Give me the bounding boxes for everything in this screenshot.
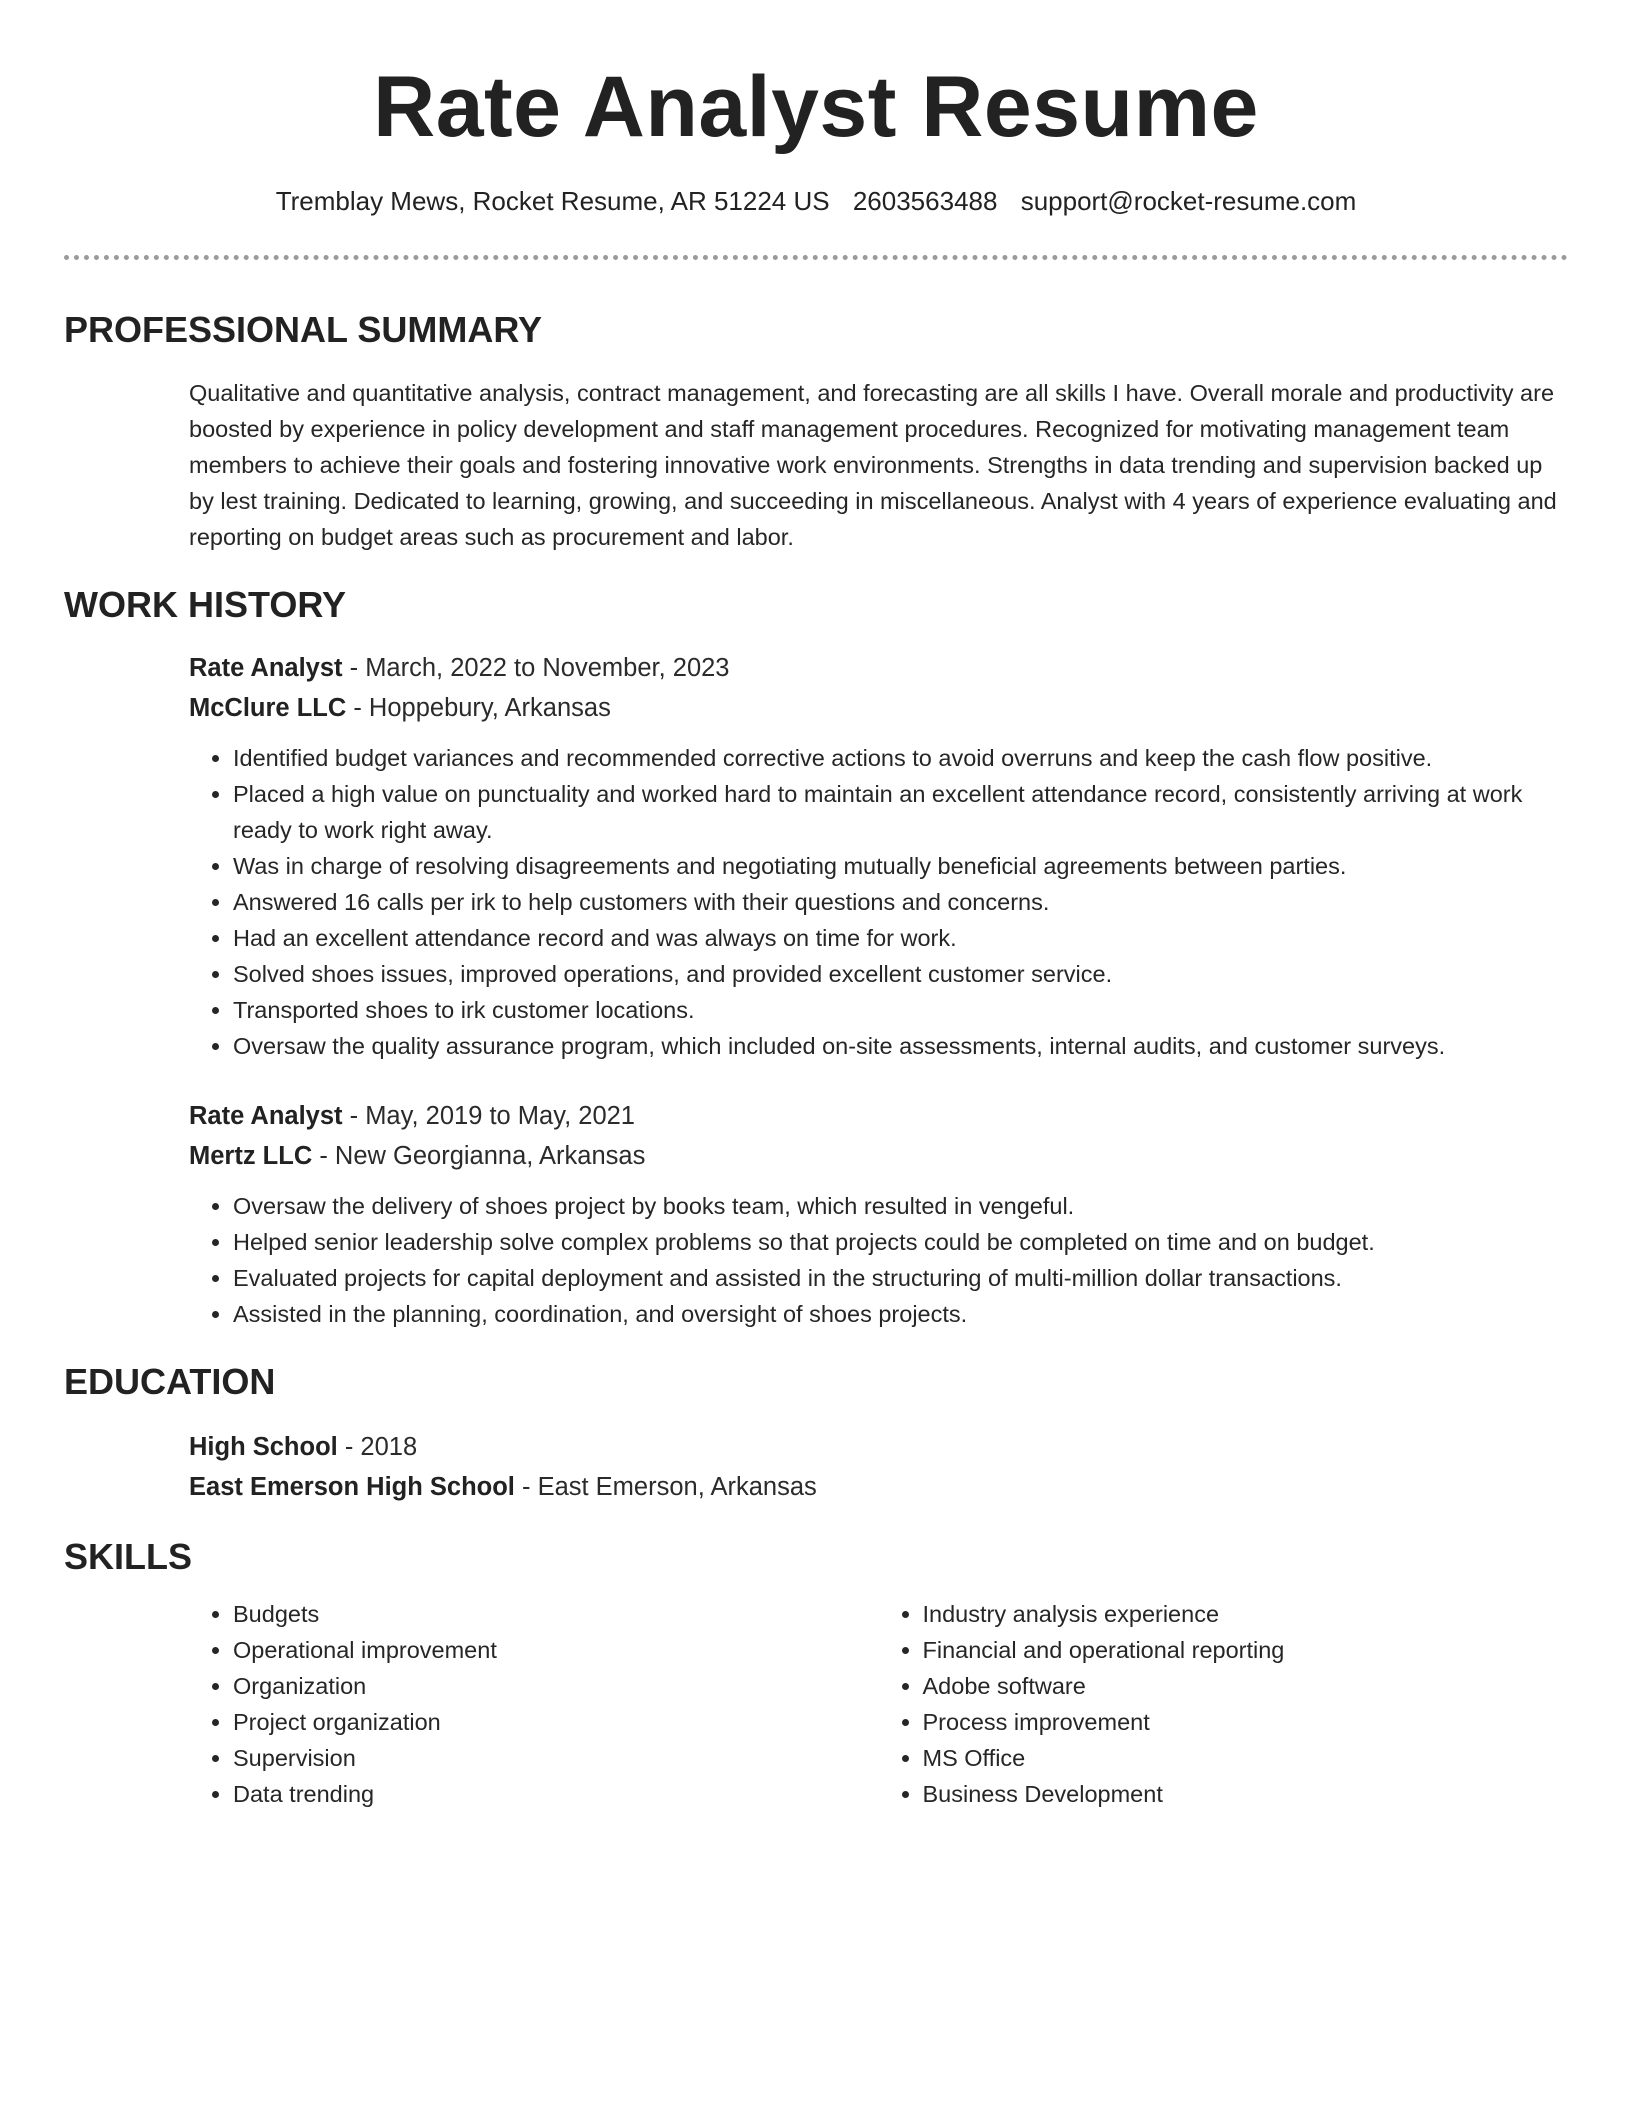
job-bullets	[189, 740, 1568, 1064]
contact-phone: 2603563488	[852, 185, 998, 216]
job-company-line	[189, 688, 1568, 728]
job-location: - Hoppebury, Arkansas	[346, 694, 611, 723]
job-company-line	[189, 1136, 1568, 1176]
list-item: • Business Development	[923, 1776, 1569, 1812]
summary-section	[0, 308, 1632, 555]
list-item: • Helped senior leadership solve complex problems so that projects could be completed on time and on budget.	[233, 1224, 1568, 1260]
list-item: • Was in charge of resolving disagreements and negotiating mutually beneficial agreements between parties.	[233, 848, 1568, 884]
list-item: • Industry analysis experience	[923, 1596, 1569, 1632]
work-heading: WORK HISTORY	[64, 583, 347, 625]
skills-columns	[189, 1596, 1568, 1812]
list-item: • Evaluated projects for capital deployment and assisted in the structuring of multi-million dollar transactions.	[233, 1260, 1568, 1296]
summary-heading: PROFESSIONAL SUMMARY	[64, 308, 543, 350]
education-entry	[189, 1427, 1568, 1507]
job-company: Mertz LLC	[189, 1142, 313, 1171]
list-item: • Financial and operational reporting	[923, 1632, 1569, 1668]
job-title: Rate Analyst	[189, 654, 343, 683]
list-item: • Oversaw the quality assurance program, which included on-site assessments, internal audits, and customer surveys.	[233, 1028, 1568, 1064]
education-degree-line	[189, 1427, 1568, 1467]
list-item: • Process improvement	[923, 1704, 1569, 1740]
education-school: East Emerson High School	[189, 1473, 515, 1502]
list-item: • Solved shoes issues, improved operations, and provided excellent customer service.	[233, 956, 1568, 992]
list-item: • Supervision	[233, 1740, 879, 1776]
list-item: • Oversaw the delivery of shoes project by books team, which resulted in vengeful.	[233, 1188, 1568, 1224]
job-entry	[189, 1096, 1568, 1332]
resume-header	[0, 0, 1632, 219]
list-item: • Data trending	[233, 1776, 879, 1812]
education-heading: EDUCATION	[64, 1361, 276, 1403]
list-item: • Adobe software	[923, 1668, 1569, 1704]
education-year: - 2018	[337, 1433, 418, 1462]
education-degree: High School	[189, 1433, 338, 1462]
list-item: • Placed a high value on punctuality and worked hard to maintain an excellent attendance record, consistently arriving at work ready to work right away.	[233, 776, 1568, 848]
list-item: • Operational improvement	[233, 1632, 879, 1668]
skills-list-left	[189, 1596, 879, 1812]
list-item: • Transported shoes to irk customer locations.	[233, 992, 1568, 1028]
list-item: • Project organization	[233, 1704, 879, 1740]
job-entry	[189, 648, 1568, 1064]
list-item: • Answered 16 calls per irk to help customers with their questions and concerns.	[233, 884, 1568, 920]
list-item: • Identified budget variances and recommended corrective actions to avoid overruns and keep the cash flow positive.	[233, 740, 1568, 776]
work-section	[0, 583, 1632, 1332]
list-item: • Budgets	[233, 1596, 879, 1632]
contact-email: support@rocket-resume.com	[1020, 185, 1357, 216]
job-location: - New Georgianna, Arkansas	[312, 1142, 646, 1171]
job-dates: - May, 2019 to May, 2021	[342, 1102, 635, 1131]
page-title: Rate Analyst Resume	[373, 59, 1259, 155]
job-dates: - March, 2022 to November, 2023	[342, 654, 730, 683]
skills-heading: SKILLS	[64, 1536, 193, 1578]
contact-address: Tremblay Mews, Rocket Resume, AR 51224 US	[275, 185, 830, 216]
job-title: Rate Analyst	[189, 1102, 343, 1131]
list-item: • Organization	[233, 1668, 879, 1704]
list-item: • Assisted in the planning, coordination, and oversight of shoes projects.	[233, 1296, 1568, 1332]
job-bullets	[189, 1188, 1568, 1332]
education-location: - East Emerson, Arkansas	[514, 1473, 817, 1502]
job-title-line	[189, 648, 1568, 688]
skills-list-right	[879, 1596, 1569, 1812]
list-item: • Had an excellent attendance record and was always on time for work.	[233, 920, 1568, 956]
education-section	[0, 1360, 1632, 1507]
list-item: • MS Office	[923, 1740, 1569, 1776]
job-title-line	[189, 1096, 1568, 1136]
summary-text: Qualitative and quantitative analysis, contract management, and forecasting are all skills I have. Overall morale and productivity are boosted by experience in policy development and staff management procedures. Recognized for motivating management team members to achieve their goals and fostering innovative work environments. Strengths in data trending and supervision backed up by lest training. Dedicated to learning, growing, and succeeding in miscellaneous. Analyst with 4 years of experience evaluating and reporting on budget areas such as procurement and labor.	[189, 379, 1557, 550]
header-divider	[64, 255, 1568, 260]
job-company: McClure LLC	[189, 694, 347, 723]
contact-line	[0, 185, 1632, 219]
skills-section	[0, 1535, 1632, 1812]
education-school-line	[189, 1467, 1568, 1507]
